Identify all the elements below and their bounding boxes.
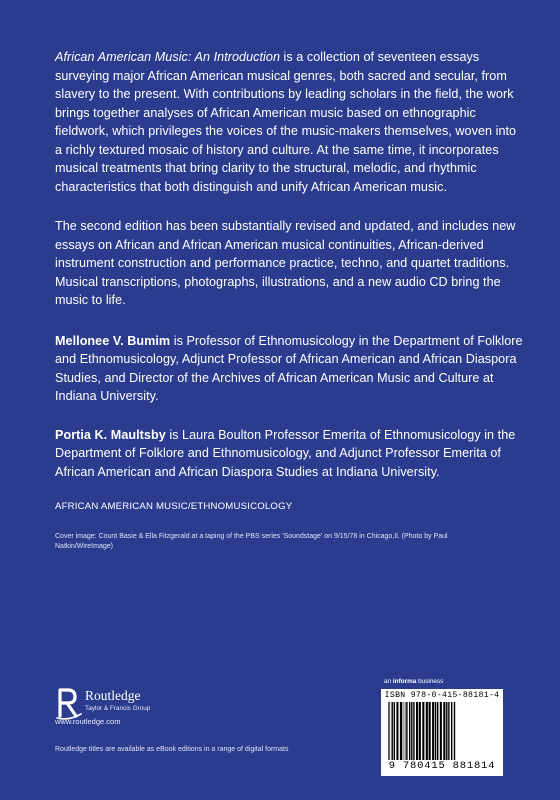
author-bio-1 (55, 332, 525, 406)
barcode-bar (422, 702, 424, 760)
barcode-bar (429, 702, 431, 760)
ebook-footnote: Routledge titles are available as eBook editions in a range of digital formats (55, 746, 289, 753)
back-cover-text (55, 48, 525, 552)
isbn-number: ISBN 978-0-415-88181-4 (384, 691, 500, 700)
author-name-2: Portia K. Maultsby (55, 427, 166, 442)
barcode-bar (406, 702, 407, 760)
book-title: African American Music: An Introduction (55, 50, 280, 64)
barcode-bar (443, 702, 445, 760)
barcode-bar (409, 702, 410, 760)
isbn-barcode (381, 689, 503, 776)
barcode-bar (411, 702, 412, 760)
barcode-bar (400, 702, 402, 760)
barcode-bar (432, 702, 434, 760)
description-paragraph-2: The second edition has been substantially revised and updated, and includes new essays on African and African American musical continuities, African-derived instrument construction and performance practice, techno, and quartet traditions. Musical transcriptions, photographs, illustrations, and a new audio CD bring the music to life. (55, 219, 516, 307)
barcode-bar (405, 702, 406, 760)
cover-image-credit: Cover image: Count Basie & Ella Fitzgerald at a taping of the PBS series 'Soundstage' on 9/15/78 in Chicago,Il. (Photo by Paul Natkin/WireImage) (55, 533, 448, 550)
barcode-bar (394, 702, 395, 760)
barcode-bars (387, 702, 497, 760)
informa-brand: informa (392, 678, 417, 685)
author-bio-text-2: is Laura Boulton Professor Emerita of Ethnomusicology in the Department of Folklore and Ethnomusicology, and Adjunct Professor Emerita of African American and African Diaspora Studies at Indiana University. (55, 427, 516, 479)
barcode-bar (446, 702, 447, 760)
barcode-bar (451, 702, 452, 760)
author-bio-2 (55, 426, 525, 482)
publisher-name: Routledge (85, 688, 141, 703)
description-text-1: is a collection of seventeen essays surveying major African American musical genres, both sacred and secular, from slavery to the present. With contributions by leading scholars in the field, the work brings together analyses of African American music based on ethnographic fieldwork, which privileges the voices of the music-makers themselves, woven into a richly textured mosaic of history and culture. At the same time, it incorporates musical treatments that bring clarity to the structural, melodic, and rhythmic characteristics that both distinguish and unify African American music. (55, 50, 517, 194)
barcode-bar (403, 702, 404, 760)
routledge-r-logo-icon (55, 686, 83, 720)
author-bio-text-1: is Professor of Ethnomusicology in the Department of Folklore and Ethnomusicology, Adjunct Professor of African American and African Diaspora Studies, and Director of the Archives of African American Music and Culture at Indiana University. (55, 333, 523, 403)
publisher-url[interactable]: www.routledge.com (55, 717, 121, 726)
barcode-bar (396, 702, 398, 760)
publisher-group: Taylor & Francis Group (85, 705, 151, 712)
informa-prefix: an (384, 678, 393, 685)
informa-business-label (384, 678, 443, 685)
barcode-bar (440, 702, 442, 760)
ean-number: 9 780415 881814 (388, 760, 496, 772)
author-name-1: Mellonee V. Bumim (55, 333, 171, 348)
barcode-bar (426, 702, 428, 760)
barcode-bar (448, 702, 449, 760)
informa-suffix: business (416, 678, 444, 685)
barcode-bar (413, 702, 414, 760)
barcode-bar (454, 702, 455, 760)
barcode-bar (416, 702, 418, 760)
barcode-bar (437, 702, 438, 760)
barcode-bar (392, 702, 393, 760)
barcode-bar (389, 702, 390, 760)
description-paragraph-1 (55, 48, 525, 196)
barcode-bar (388, 702, 389, 760)
barcode-bar (435, 702, 436, 760)
barcode-bar (419, 702, 421, 760)
subject-category: AFRICAN AMERICAN MUSIC/ETHNOMUSICOLOGY (55, 501, 293, 512)
